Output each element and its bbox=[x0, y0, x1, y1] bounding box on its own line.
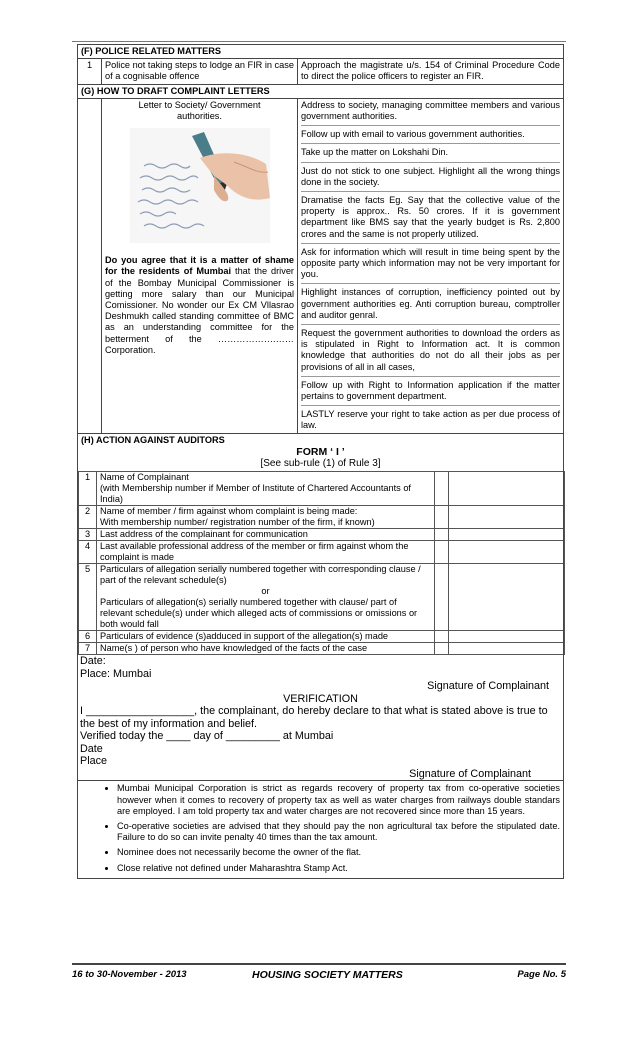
tip-paragraph: Follow up with Right to Information application if the matter pertains to government department. bbox=[301, 380, 560, 406]
tip-paragraph: Just do not stick to one subject. Highlight all the wrong things done in the society. bbox=[301, 166, 560, 192]
row-number: 3 bbox=[79, 529, 97, 541]
notes-list bbox=[81, 783, 560, 873]
writing-hand-image bbox=[130, 128, 270, 243]
row-number: 7 bbox=[79, 643, 97, 655]
header-rule bbox=[72, 41, 566, 42]
signature-label-2: Signature of Complainant bbox=[409, 767, 532, 780]
verified-line: Verified today the ____ day of _________ at Mumbai bbox=[80, 730, 334, 743]
letter-text: Do you agree that it is a matter of shame for the residents of Mumbai that the driver of the Bombay Municipal Commissioner is getting more salary than our Municipal Comissioner. No wonder our Ex CM Vllasrao Deshmukh called standing committee of BMC as an understanding committee for the betterment of the ……………….…… Corporation. bbox=[105, 255, 294, 355]
tip-paragraph: Follow up with email to various government authorities. bbox=[301, 129, 560, 144]
answer-cell bbox=[449, 541, 565, 564]
row-text: Name of member / firm against whom complaint is being made: With membership number/ registration number of the firm, if known) bbox=[97, 506, 435, 529]
police-remedy: Approach the magistrate u/s. 154 of Criminal Procedure Code to direct the police officers to register an FIR. bbox=[298, 59, 564, 84]
letter-heading: Letter to Society/ Government authorities. bbox=[138, 99, 261, 122]
form-title: FORM ‘ I ’ bbox=[296, 445, 345, 458]
signature-label: Signature of Complainant bbox=[427, 680, 550, 693]
footer-title: HOUSING SOCIETY MATTERS bbox=[252, 969, 403, 981]
answer-cell bbox=[449, 643, 565, 655]
table-row bbox=[79, 631, 565, 643]
place-label-2: Place bbox=[80, 755, 108, 768]
main-table bbox=[77, 44, 564, 879]
blank-cell bbox=[435, 472, 449, 506]
section-f-title: (F) POLICE RELATED MATTERS bbox=[78, 45, 564, 59]
row-text: Last available professional address of the member or firm against whom the complaint is made bbox=[97, 541, 435, 564]
footer-page-number: Page No. 5 bbox=[517, 969, 566, 980]
blank-cell bbox=[435, 541, 449, 564]
verification-block bbox=[78, 655, 563, 780]
verification-title: VERIFICATION bbox=[283, 692, 358, 705]
notes-cell bbox=[78, 781, 564, 878]
row-number: 1 bbox=[79, 472, 97, 506]
answer-cell bbox=[449, 631, 565, 643]
row-number: 1 bbox=[78, 59, 102, 84]
tip-paragraph: Address to society, managing committee members and various government authorities. bbox=[301, 100, 560, 126]
table-row bbox=[79, 506, 565, 529]
table-row bbox=[79, 529, 565, 541]
page-footer bbox=[72, 963, 566, 981]
date-label-2: Date bbox=[80, 742, 103, 755]
table-row bbox=[79, 541, 565, 564]
letter-column bbox=[102, 98, 298, 433]
row-number: 5 bbox=[79, 564, 97, 631]
answer-cell bbox=[449, 506, 565, 529]
tip-paragraph: Ask for information which will result in time being spent by the opposite party which information may not be very important for you. bbox=[301, 247, 560, 285]
row-text: Particulars of allegation serially numbered together with corresponding clause / part of the relevant schedule(s) or Particulars of allegation(s) serially numbered together with clause/ part of relevant schedule(s) under which alleged acts of commissions or omissions or both would fall bbox=[97, 564, 435, 631]
section-h bbox=[78, 433, 564, 781]
table-row bbox=[79, 472, 565, 506]
list-item: • Close relative not defined under Maharashtra Stamp Act. bbox=[117, 863, 560, 874]
tip-paragraph: Dramatise the facts Eg. Say that the collective value of the property is approx.. Rs. 50 crores. If it is government department like BMS say that the yearly budget is Rs. 2,800 crores and the same is not properly utilized. bbox=[301, 195, 560, 244]
blank-cell bbox=[78, 98, 102, 433]
section-h-title: (H) ACTION AGAINST AUDITORS bbox=[81, 434, 225, 445]
tip-paragraph: Take up the matter on Lokshahi Din. bbox=[301, 147, 560, 162]
complaint-tips bbox=[298, 98, 564, 433]
list-item: • Mumbai Municipal Corporation is strict as regards recovery of property tax from co-operative societies however when it comes to recovery of property tax as well as water charges from railways double standars are employed. I am told property tax and water charges are not recovered since more than 15 years. bbox=[117, 783, 560, 817]
blank-cell bbox=[435, 529, 449, 541]
list-item: • Nominee does not necessarily become the owner of the flat. bbox=[117, 847, 560, 858]
date-label: Date: bbox=[80, 655, 106, 668]
document-body bbox=[77, 44, 563, 879]
row-number: 4 bbox=[79, 541, 97, 564]
row-text: Name of Complainant (with Membership number if Member of Institute of Chartered Accountants of India) bbox=[97, 472, 435, 506]
place-label: Place: Mumbai bbox=[80, 667, 152, 680]
answer-cell bbox=[449, 472, 565, 506]
row-text: Name(s ) of person who have knowledged of the facts of the case bbox=[97, 643, 435, 655]
answer-cell bbox=[449, 529, 565, 541]
row-text: Particulars of evidence (s)adduced in support of the allegation(s) made bbox=[97, 631, 435, 643]
row-number: 6 bbox=[79, 631, 97, 643]
list-item: • Co-operative societies are advised that they should pay the non agricultural tax before the stipulated date. Failure to do so can invite penalty 40 times than the tax amount. bbox=[117, 821, 560, 843]
blank-cell bbox=[435, 643, 449, 655]
footer-date: 16 to 30-November - 2013 bbox=[72, 969, 187, 980]
verification-text: I __________________, the complainant, do hereby declare to that what is stated above is true to the best of my information and belief. bbox=[80, 705, 548, 730]
answer-cell bbox=[449, 564, 565, 631]
tip-paragraph: Highlight instances of corruption, inefficiency pointed out by government authorities eg. Anti corruption bureau, comptroller and auditor genral. bbox=[301, 287, 560, 325]
blank-cell bbox=[435, 506, 449, 529]
police-problem: Police not taking steps to lodge an FIR in case of a cognisable offence bbox=[102, 59, 298, 84]
form-table bbox=[78, 471, 565, 655]
tip-paragraph: Request the government authorities to download the orders as is stipulated in Right to Information act. It is common knowledge that authorities do not do all their jobs as per provisions of all in all cases, bbox=[301, 328, 560, 377]
table-row bbox=[79, 564, 565, 631]
row-text: Last address of the complainant for communication bbox=[97, 529, 435, 541]
blank-cell bbox=[435, 564, 449, 631]
form-subtitle: [See sub-rule (1) of Rule 3] bbox=[260, 458, 381, 470]
section-g-title: (G) HOW TO DRAFT COMPLAINT LETTERS bbox=[78, 84, 564, 98]
blank-cell bbox=[435, 631, 449, 643]
row-number: 2 bbox=[79, 506, 97, 529]
table-row bbox=[79, 643, 565, 655]
tip-paragraph: LASTLY reserve your right to take action as per due process of law. bbox=[301, 409, 561, 431]
